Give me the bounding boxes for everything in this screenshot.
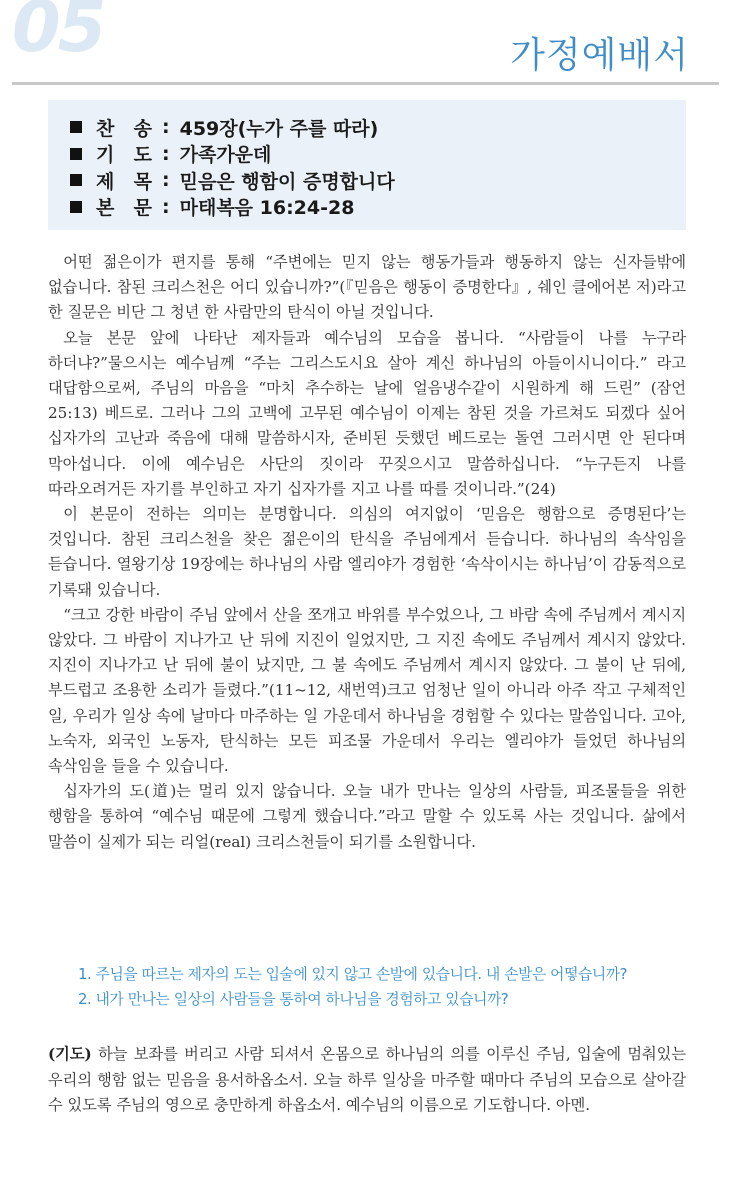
info-label: 제 목 — [96, 170, 152, 193]
question-item: 2. 내가 만나는 일상의 사람들을 통하여 하나님을 경험하고 있습니까? — [78, 991, 509, 1008]
paragraph: 이 본문이 전하는 의미는 분명합니다. 의심의 여지없이 ‘믿음은 행함으로 증명된다’는 것입니다. 참된 크리스천을 찾은 젊은이의 탄식을 주님에게서 듣습니다. 하나님의 속삭임을 듣습니다. 열왕기상 19장에는 하나님의 사람 엘리야가 경험한 ‘속삭이시는 하나님’이 감동적으로 기록돼 있습니다. — [48, 505, 686, 599]
info-row-title — [70, 167, 686, 194]
prayer-text: 하늘 보좌를 버리고 사람 되셔서 온몸으로 하나님의 의를 이루신 주님, 입술에 멈춰있는 우리의 행함 없는 믿음을 용서하옵소서. 오늘 하루 일상을 마주할 때마다 주님의 모습으로 살아갈 수 있도록 주님의 영으로 충만하게 하옵소서. 예수님의 이름으로 기도합니다. 아멘. — [48, 1045, 686, 1114]
info-row-scripture — [70, 194, 686, 221]
bullet-square-icon — [70, 148, 82, 160]
day-number: 05 — [12, 0, 104, 68]
info-label: 본 문 — [96, 197, 152, 220]
bullet-square-icon — [70, 174, 82, 186]
paragraph: 오늘 본문 앞에 나타난 제자들과 예수님의 모습을 봅니다. “사람들이 나를 누구라 하더냐?”물으시는 예수님께 “주는 그리스도시요 살아 계신 하나님의 아들이시니이다.” 라고 대답함으로써, 주님의 마음을 “마치 추수하는 날에 얼음냉수같이 시원하게 해 드린” (잠언 25:13) 베드로. 그러나 그의 고백에 고무된 예수님이 이제는 참된 것을 가르쳐도 되겠다 싶어 십자가의 고난과 죽음에 대해 말씀하시자, 준비된 듯했던 베드로는 돌연 그러시면 안 된다며 막아섭니다. 이에 예수님은 사단의 짓이라 꾸짖으시고 말씀하십니다. “누구든지 나를 따라오려거든 자기를 부인하고 자기 십자가를 지고 나를 따를 것이니라.”(24) — [48, 328, 686, 498]
sermon-body — [48, 250, 686, 855]
page-title: 가정예배서 — [510, 35, 689, 76]
bullet-square-icon — [70, 121, 82, 133]
info-row-prayer — [70, 141, 686, 168]
info-separator: : — [162, 169, 170, 192]
info-value: 마태복음 16:24-28 — [179, 197, 355, 220]
info-separator: : — [162, 195, 170, 218]
prayer-label: (기도) — [48, 1045, 92, 1063]
reflection-questions — [78, 962, 698, 1012]
paragraph: 어떤 젊은이가 편지를 통해 “주변에는 믿지 않는 행동가들과 행동하지 않는 신자들밖에 없습니다. 참된 크리스천은 어디 있습니까?”(『믿음은 행동이 증명한다』, 쉐인 클에어본 저)라고 한 질문은 비단 그 청년 한 사람만의 탄식이 아닐 것입니다. — [48, 253, 686, 322]
info-separator: : — [162, 116, 170, 139]
question-item: 1. 주님을 따르는 제자의 도는 입술에 있지 않고 손발에 있습니다. 내 손발은 어떻습니까? — [78, 966, 628, 983]
info-separator: : — [162, 142, 170, 165]
info-label: 기 도 — [96, 144, 152, 167]
info-value: 가족가운데 — [179, 144, 272, 167]
worship-info-box — [48, 100, 686, 230]
info-value: 459장(누가 주를 따라) — [179, 117, 379, 140]
info-label: 찬 송 — [96, 117, 152, 140]
paragraph: “크고 강한 바람이 주님 앞에서 산을 쪼개고 바위를 부수었으나, 그 바람 속에 주님께서 계시지 않았다. 그 바람이 지나가고 난 뒤에 지진이 일었지만, 그 지진 속에도 주님께서 계시지 않았다. 지진이 지나가고 난 뒤에 불이 났지만, 그 불 속에도 주님께서 계시지 않았다. 그 불이 난 뒤에, 부드럽고 조용한 소리가 들렸다.”(11~12, 새번역)크고 엄청난 일이 아니라 아주 작고 구체적인 일, 우리가 일상 속에 날마다 마주하는 일 가운데서 하나님을 경험할 수 있다는 말씀입니다. 고아, 노숙자, 외국인 노동자, 탄식하는 모든 피조물 가운데서 우리는 엘리야가 들었던 하나님의 속삭임을 들을 수 있습니다. — [48, 605, 686, 776]
paragraph: 십자가의 도(道)는 멀리 있지 않습니다. 오늘 내가 만나는 일상의 사람들, 피조물들을 위한 행함을 통하여 “예수님 때문에 그렇게 했습니다.”라고 말할 수 있도록 사는 것입니다. 삶에서 말씀이 실제가 되는 리얼(real) 크리스천들이 되기를 소원합니다. — [48, 782, 686, 851]
title-divider — [12, 82, 719, 85]
info-row-hymn — [70, 114, 686, 141]
info-value: 믿음은 행함이 증명합니다 — [179, 170, 395, 193]
bullet-square-icon — [70, 201, 82, 213]
closing-prayer — [48, 1042, 686, 1119]
